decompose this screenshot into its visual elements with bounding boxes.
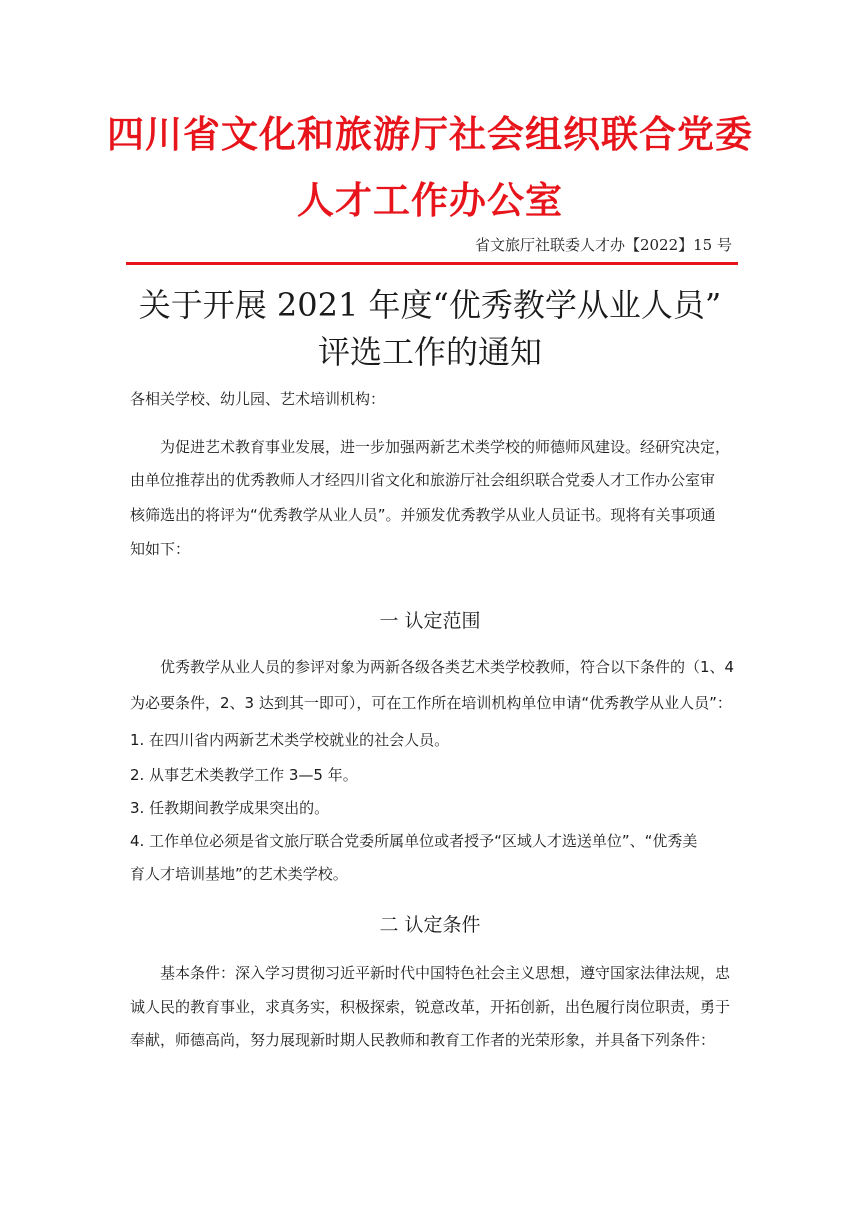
salutation: 各相关学校、幼儿园、艺术培训机构： [130,390,386,408]
intro-line: 为促进艺术教育事业发展，进一步加强两新艺术类学校的师德师风建设。经研究决定， [160,438,731,456]
scope-paragraph-line: 优秀教学从业人员的参评对象为两新各级各类艺术类学校教师，符合以下条件的（1、4 [160,658,735,676]
issuer-name-line1: 四川省文化和旅游厅社会组织联合党委 [107,112,753,156]
notice-title-line2: 评选工作的通知 [317,333,542,371]
conditions-paragraph-line: 基本条件：深入学习贯彻习近平新时代中国特色社会主义思想，遵守国家法律法规，忠 [160,964,731,982]
intro-line: 由单位推荐出的优秀教师人才经四川省文化和旅游厅社会组织联合党委人才工作办公室审 [130,471,716,489]
red-divider [126,262,738,265]
conditions-paragraph-line: 诚人民的教育事业，求真务实，积极探索，锐意改革，开拓创新，出色履行岗位职责，勇于 [130,998,731,1016]
scope-list-item: 4. 工作单位必须是省文旅厅联合党委所属单位或者授予“区域人才选送单位”、“优秀美 [130,832,698,850]
document-number: 省文旅厅社联委人才办【2022】15 号 [474,236,732,254]
scope-list-item: 3. 任教期间教学成果突出的。 [130,799,330,817]
intro-line: 核筛选出的将评为“优秀教学从业人员”。并颁发优秀教学从业人员证书。现将有关事项通 [130,506,716,524]
scope-list-item: 育人才培训基地”的艺术类学校。 [130,865,348,883]
scope-paragraph-line: 为必要条件，2、3 达到其一即可），可在工作所在培训机构单位申请“优秀教学从业人员”： [130,694,732,712]
scope-list-item: 1. 在四川省内两新艺术类学校就业的社会人员。 [130,731,450,749]
issuer-name-line2: 人才工作办公室 [297,178,563,222]
section-heading-conditions: 二 认定条件 [379,914,481,936]
intro-line: 知如下： [130,540,191,558]
conditions-paragraph-line: 奉献，师德高尚，努力展现新时期人民教师和教育工作者的光荣形象，并具备下列条件： [130,1031,716,1049]
section-heading-scope: 一 认定范围 [379,610,481,632]
scope-list-item: 2. 从事艺术类教学工作 3—5 年。 [130,766,358,784]
notice-title-line1: 关于开展 2021 年度“优秀教学从业人员” [138,286,722,324]
